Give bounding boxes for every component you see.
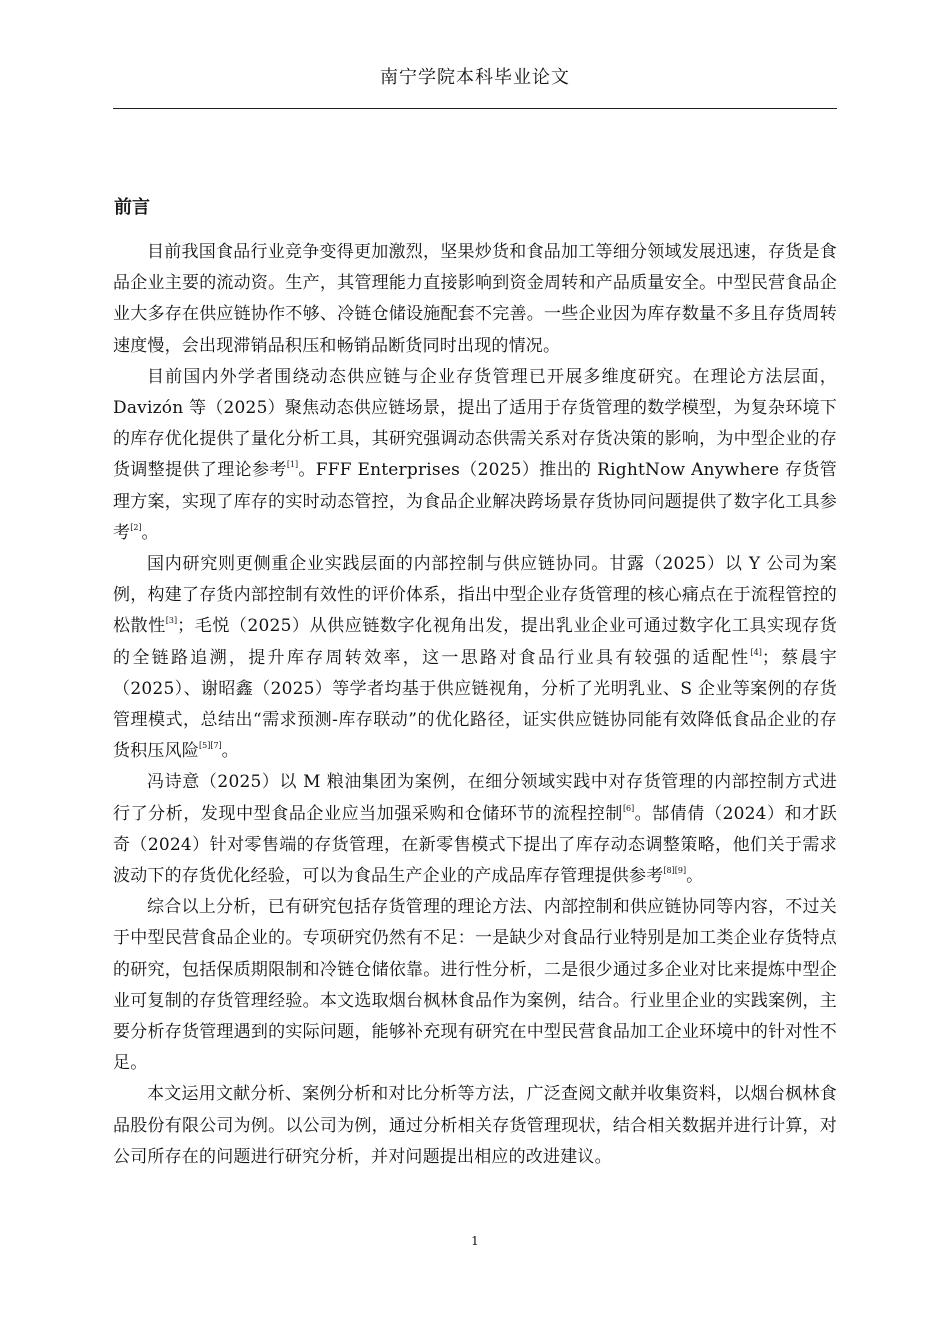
paragraph-2-text-2: 。FFF Enterprises（2025）推出的 RightNow Anywhere 存货管理方案，实现了库存的实时动态管控，为食品企业解决跨场景存货协同问题提供了数字化工具参考: [113, 460, 837, 543]
citation-8-9: [8][9]: [663, 866, 687, 876]
paragraph-6: 本文运用文献分析、案例分析和对比分析等方法，广泛查阅文献并收集资料，以烟台枫林食品股份有限公司为例。以公司为例，通过分析相关存货管理现状，结合相关数据并进行计算，对公司所存在的问题进行研究分析，并对问题提出相应的改进建议。: [113, 1084, 837, 1167]
paragraph-4: [113, 767, 837, 892]
running-header: 南宁学院本科毕业论文: [380, 67, 570, 88]
header-rule: [113, 108, 837, 109]
paragraph-2-text-3: 。: [141, 522, 159, 543]
citation-4: [4]: [750, 647, 762, 657]
citation-5-7: [5][7]: [199, 741, 222, 751]
paragraph-4-text-1: 冯诗意（2025）以 M 粮油集团为案例，在细分领域实践中对存货管理的内部控制方式进行了分析，发现中型食品企业应当加强采购和仓储环节的流程控制: [113, 772, 837, 824]
paragraph-1: 目前我国食品行业竞争变得更加激烈，坚果炒货和食品加工等细分领域发展迅速，存货是食品企业主要的流动资。生产，其管理能力直接影响到资金周转和产品质量安全。中型民营食品企业大多存在供应链协作不够、冷链仓储设施配套不完善。一些企业因为库存数量不多且存货周转速度慢，会出现滞销品积压和畅销品断货同时出现的情况。: [113, 242, 837, 356]
citation-1: [1]: [286, 460, 299, 470]
citation-2: [2]: [130, 522, 142, 532]
page-number: 1: [471, 1234, 479, 1248]
citation-6: [6]: [622, 803, 635, 813]
citation-3: [3]: [165, 616, 178, 626]
paragraph-4-text-2: 。郜倩倩（2024）和才跃奇（2024）针对零售端的存货管理，在新零售模式下提出了库存动态调整策略，他们关于需求波动下的存货优化经验，可以为食品生产企业的产成品库存管理提供参考: [113, 803, 837, 887]
section-title: 前言: [114, 197, 150, 218]
body-text: [113, 237, 837, 1173]
paragraph-4-text-3: 。: [686, 866, 704, 887]
paragraph-3: [113, 549, 837, 767]
paragraph-2: [113, 362, 837, 549]
paragraph-3-text-3: ；蔡晨宇（2025）、谢昭鑫（2025）等学者均基于供应链视角，分析了光明乳业、S 企业等案例的存货管理模式，总结出“需求预测-库存联动”的优化路径，证实供应链协同能有效降低食品企业的存货积压风险: [113, 647, 837, 762]
paragraph-3-text-2: ；毛悦（2025）从供应链数字化视角出发，提出乳业企业可通过数字化工具实现存货的全链路追溯，提升库存周转效率，这一思路对食品行业具有较强的适配性: [113, 616, 838, 668]
paragraph-3-text-4: 。: [221, 741, 239, 762]
paragraph-2-text-1: 目前国内外学者围绕动态供应链与企业存货管理已开展多维度研究。在理论方法层面，Davizón 等（2025）聚焦动态供应链场景，提出了适用于存货管理的数学模型，为复杂环境下的库存优化提供了量化分析工具，其研究强调动态供需关系对存货决策的影响，为中型企业的存货调整提供了理论参考: [113, 366, 837, 481]
paragraph-5: 综合以上分析，已有研究包括存货管理的理论方法、内部控制和供应链协同等内容，不过关于中型民营食品企业的。专项研究仍然有不足：一是缺少对食品行业特别是加工类企业存货特点的研究，包括保质期限制和冷链仓储依靠。进行性分析，二是很少通过多企业对比来提炼中型企业可复制的存货管理经验。本文选取烟台枫林食品作为案例，结合。行业里企业的实践案例，主要分析存货管理遇到的实际问题，能够补充现有研究在中型民营食品加工企业环境中的针对性不足。: [113, 897, 837, 1074]
paragraph-3-text-1: 国内研究则更侧重企业实践层面的内部控制与供应链协同。甘露（2025）以 Y 公司为案例，构建了存货内部控制有效性的评价体系，指出中型企业存货管理的核心痛点在于流程管控的松散性: [113, 554, 837, 637]
